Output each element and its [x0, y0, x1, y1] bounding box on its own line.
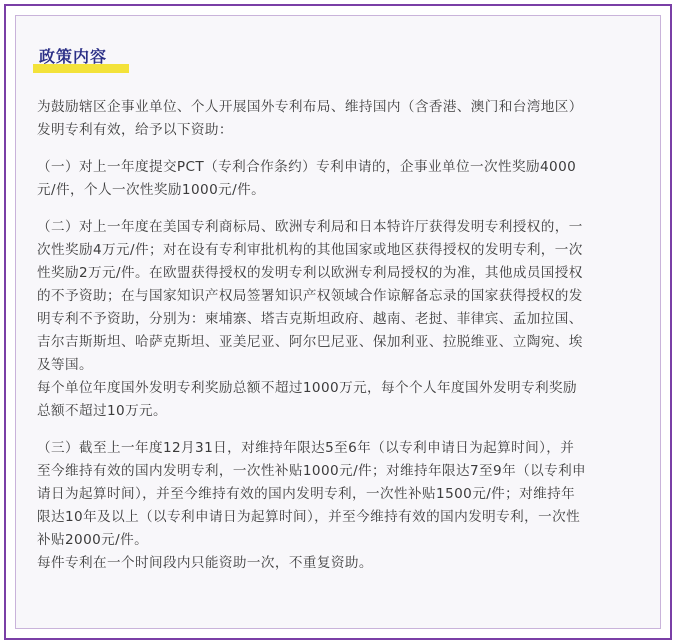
item-two-paragraph	[37, 216, 667, 423]
item-one-paragraph	[37, 156, 667, 202]
section-heading	[37, 44, 109, 67]
item-three-paragraph	[37, 437, 667, 575]
content-panel	[15, 15, 661, 629]
outer-frame	[4, 4, 672, 640]
text-line: （一）对上一年度提交PCT（专利合作条约）专利申请的，企事业单位一次性奖励4000	[37, 159, 577, 175]
section-title: 政策内容	[39, 47, 108, 66]
text-line: 总额不超过10万元。	[37, 403, 168, 419]
text-line: 及等国。	[37, 357, 93, 373]
text-line: 吉尔吉斯斯坦、哈萨克斯坦、亚美尼亚、阿尔巴尼亚、保加利亚、拉脱维亚、立陶宛、埃	[37, 334, 583, 350]
text-line: 至今维持有效的国内发明专利，一次性补贴1000元/件；对维持年限达7至9年（以专利申	[37, 463, 587, 479]
text-line: 补贴2000元/件。	[37, 532, 149, 548]
text-line: 元/件，个人一次性奖励1000元/件。	[37, 182, 266, 198]
text-line: 限达10年及以上（以专利申请日为起算时间），并至今维持有效的国内发明专利，一次性	[37, 509, 581, 525]
text-line: 请日为起算时间），并至今维持有效的国内发明专利，一次性补贴1500元/件；对维持年	[37, 486, 576, 502]
policy-body	[37, 96, 667, 575]
text-line: 性奖励2万元/件。在欧盟获得授权的发明专利以欧洲专利局授权的为准，其他成员国授权	[37, 265, 583, 281]
text-line: （三）截至上一年度12月31日，对维持年限达5至6年（以专利申请日为起算时间），并	[37, 440, 575, 456]
section-title-box	[37, 44, 109, 67]
text-line: （二）对上一年度在美国专利商标局、欧洲专利局和日本特许厅获得发明专利授权的，一	[37, 219, 583, 235]
text-line: 为鼓励辖区企事业单位、个人开展国外专利布局、维持国内（含香港、澳门和台湾地区）	[37, 99, 583, 115]
text-line: 每件专利在一个时间段内只能资助一次，不重复资助。	[37, 555, 373, 571]
text-line: 发明专利有效，给予以下资助：	[37, 122, 233, 138]
intro-paragraph	[37, 96, 667, 142]
text-line: 每个单位年度国外发明专利奖励总额不超过1000万元，每个个人年度国外发明专利奖励	[37, 380, 577, 396]
text-line: 次性奖励4万元/件；对在设有专利审批机构的其他国家或地区获得授权的发明专利，一次	[37, 242, 583, 258]
text-line: 的不予资助；在与国家知识产权局签署知识产权领域合作谅解备忘录的国家获得授权的发	[37, 288, 583, 304]
text-line: 明专利不予资助，分别为：柬埔寨、塔吉克斯坦政府、越南、老挝、菲律宾、孟加拉国、	[37, 311, 583, 327]
